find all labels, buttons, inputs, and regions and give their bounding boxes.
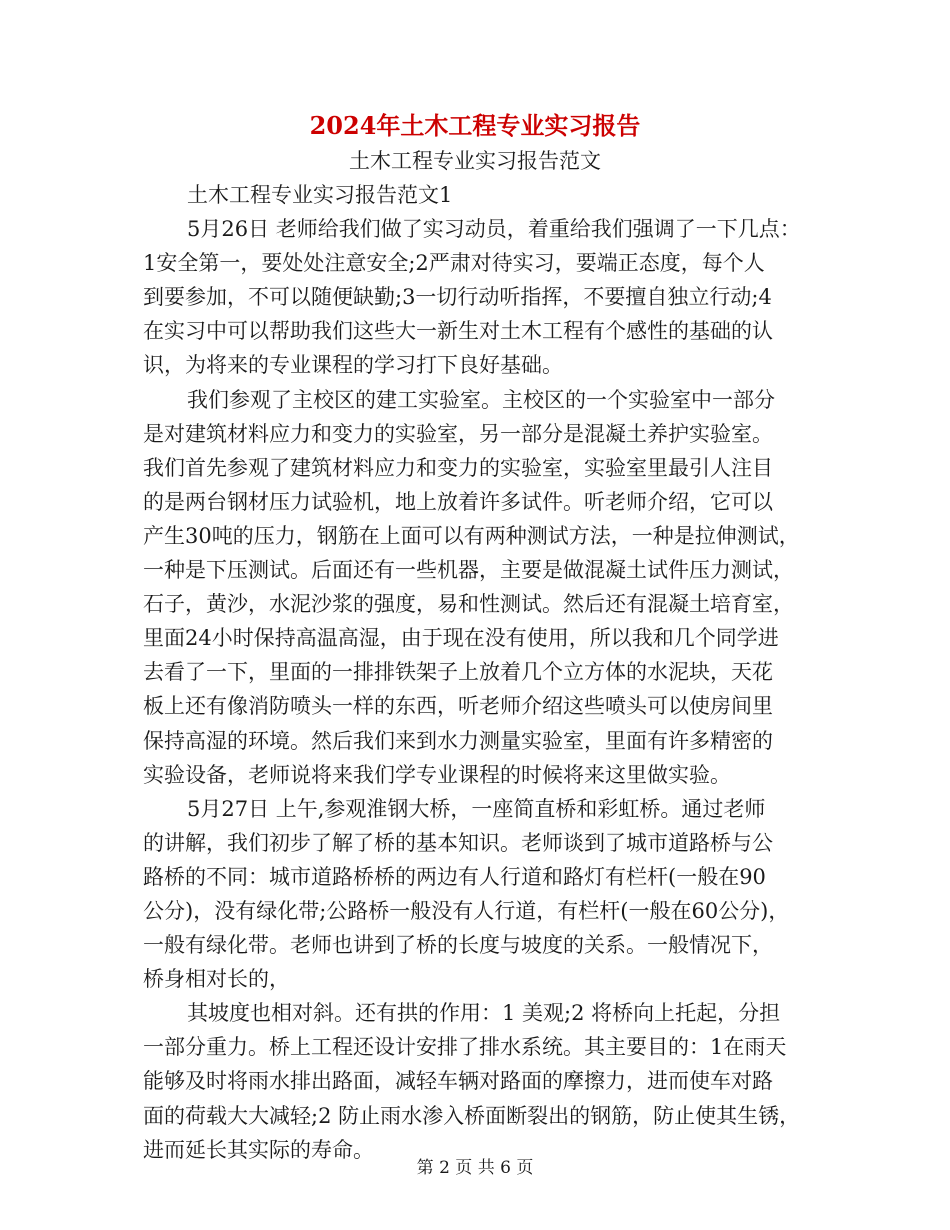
text-line: 的讲解，我们初步了解了桥的基本知识。老师谈到了城市道路桥与公 xyxy=(143,830,773,855)
document-title: 2024年土木工程专业实习报告 xyxy=(309,111,641,140)
text-line: 识，为将来的专业课程的学习打下良好基础。 xyxy=(143,353,563,378)
text-line: 一部分重力。桥上工程还设计安排了排水系统。其主要目的：1在雨天 xyxy=(143,1035,787,1060)
text-line: 1安全第一，要处处注意安全;2严肃对待实习，要端正态度，每个人 xyxy=(143,251,765,276)
page-footer: 第 2 页 共 6 页 xyxy=(416,1158,534,1178)
text-line: 能够及时将雨水排出路面，减轻车辆对路面的摩擦力，进而使车对路 xyxy=(143,1069,773,1094)
text-line: 桥身相对长的， xyxy=(143,967,290,992)
text-line: 去看了一下，里面的一排排铁架子上放着几个立方体的水泥块，天花 xyxy=(143,660,773,685)
text-line: 我们参观了主校区的建工实验室。主校区的一个实验室中一部分 xyxy=(187,387,775,412)
document-subtitle: 土木工程专业实习报告范文 xyxy=(349,149,601,173)
text-line: 公分)，没有绿化带;公路桥一般没有人行道，有栏杆(一般在60公分)， xyxy=(143,898,790,923)
text-line: 5月26日 老师给我们做了实习动员，着重给我们强调了一下几点： xyxy=(187,217,801,242)
text-line: 里面24小时保持高温高湿，由于现在没有使用，所以我和几个同学进 xyxy=(143,626,779,651)
text-line: 进而延长其实际的寿命。 xyxy=(143,1137,374,1162)
text-line: 是对建筑材料应力和变力的实验室，另一部分是混凝土养护实验室。 xyxy=(143,421,773,446)
text-line: 的是两台钢材压力试验机，地上放着许多试件。听老师介绍，它可以 xyxy=(143,489,773,514)
document-body xyxy=(143,178,827,1167)
text-line: 在实习中可以帮助我们这些大一新生对土木工程有个感性的基础的认 xyxy=(143,319,773,344)
text-line: 一种是下压测试。后面还有一些机器，主要是做混凝土试件压力测试， xyxy=(143,558,794,583)
text-line: 我们首先参观了建筑材料应力和变力的实验室，实验室里最引人注目 xyxy=(143,455,773,480)
text-line: 土木工程专业实习报告范文1 xyxy=(187,183,453,207)
text-line: 保持高湿的环境。然后我们来到水力测量实验室，里面有许多精密的 xyxy=(143,728,773,753)
text-line: 其坡度也相对斜。还有拱的作用：1 美观;2 将桥向上托起，分担 xyxy=(187,1001,781,1026)
text-line: 产生30吨的压力，钢筋在上面可以有两种测试方法，一种是拉伸测试， xyxy=(143,523,800,548)
text-line: 实验设备，老师说将来我们学专业课程的时候将来这里做实验。 xyxy=(143,762,731,787)
text-line: 5月27日 上午,参观淮钢大桥，一座简直桥和彩虹桥。通过老师 xyxy=(187,796,766,821)
text-line: 路桥的不同：城市道路桥桥的两边有人行道和路灯有栏杆(一般在90 xyxy=(143,864,766,889)
text-line: 到要参加，不可以随便缺勤;3一切行动听指挥，不要擅自独立行动;4 xyxy=(143,285,772,310)
text-line: 石子，黄沙，水泥沙浆的强度，易和性测试。然后还有混凝土培育室， xyxy=(143,592,794,617)
text-line: 面的荷载大大减轻;2 防止雨水渗入桥面断裂出的钢筋，防止使其生锈， xyxy=(143,1103,801,1128)
text-line: 板上还有像消防喷头一样的东西，听老师介绍这些喷头可以使房间里 xyxy=(143,694,773,719)
text-line: 一般有绿化带。老师也讲到了桥的长度与坡度的关系。一般情况下， xyxy=(143,933,773,958)
